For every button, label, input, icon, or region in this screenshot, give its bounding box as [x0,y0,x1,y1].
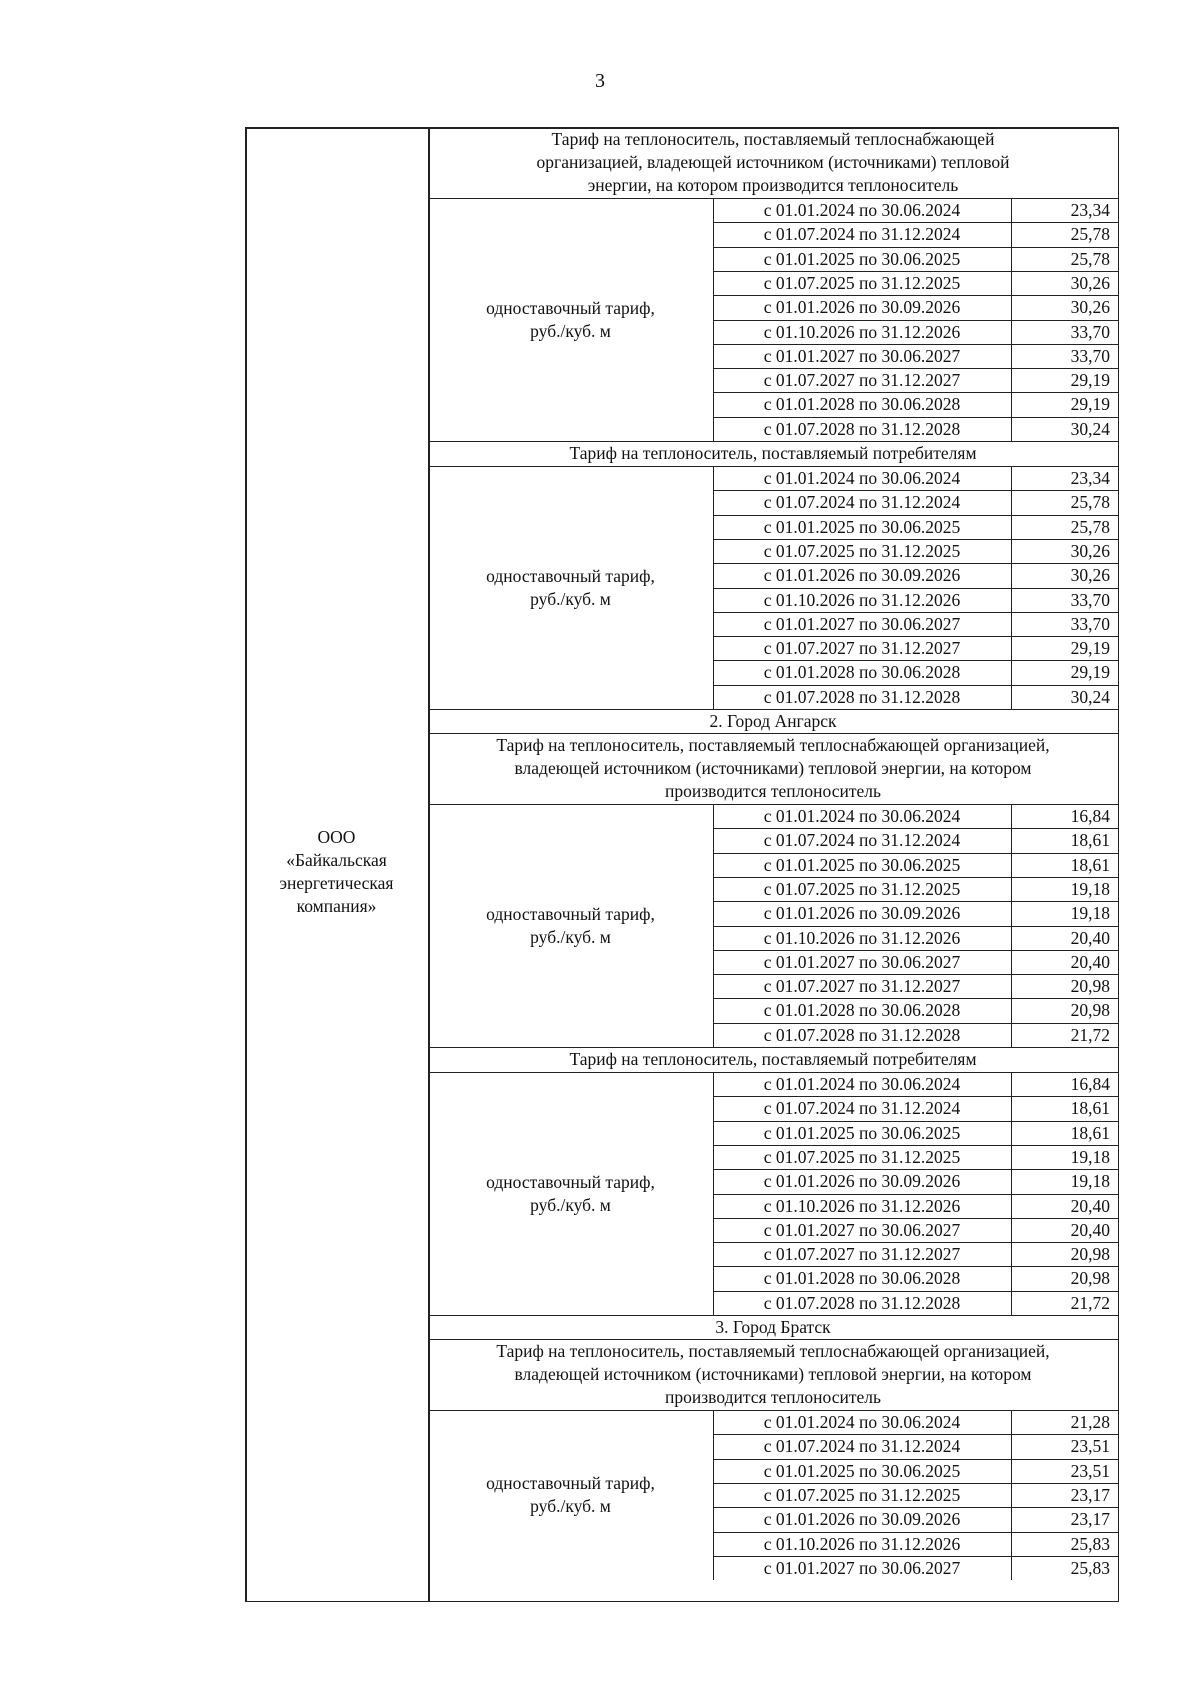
period-cell: с 01.10.2026 по 31.12.2026 [763,927,961,948]
period-cell: с 01.01.2025 по 30.06.2025 [763,516,961,537]
period-cell: с 01.07.2028 по 31.12.2028 [763,1024,961,1045]
period-cell: с 01.01.2024 по 30.06.2024 [763,806,961,826]
period-cell: с 01.01.2026 по 30.09.2026 [763,297,961,318]
organization-name-line: «Байкальская [286,850,387,870]
period-cell: с 01.01.2027 по 30.06.2027 [763,613,961,634]
period-cell: с 01.01.2026 по 30.09.2026 [763,1509,961,1530]
period-cell: с 01.01.2028 по 30.06.2028 [763,662,961,683]
tariff-value-cell: 19,18 [1070,903,1110,924]
tariff-value-cell: 18,61 [1070,854,1110,875]
tariff-value-cell: 30,24 [1070,418,1110,439]
tariff-header-line: Тариф на теплоноситель, поставляемый теплоснабжающей организацией, [496,1341,1050,1361]
period-cell: с 01.07.2028 по 31.12.2028 [763,418,961,439]
tariff-header-line: организацией, владеющей источником (источниками) тепловой [536,152,1010,172]
organization-name-line: ООО [317,827,356,847]
tariff-value-cell: 20,98 [1070,976,1110,997]
period-cell: с 01.01.2026 по 30.09.2026 [763,1171,961,1192]
tariff-header-line: владеющей источником (источниками) тепловой энергии, на котором [514,1364,1032,1384]
tariff-unit-label: руб./куб. м [530,320,611,341]
tariff-value-cell: 20,98 [1070,1268,1110,1289]
tariff-header-line: Тариф на теплоноситель, поставляемый потребителям [569,443,977,463]
page-number: 3 [595,70,605,92]
period-cell: с 01.07.2025 по 31.12.2025 [763,272,961,293]
period-cell: с 01.01.2024 по 30.06.2024 [763,1074,961,1094]
period-cell: с 01.07.2025 по 31.12.2025 [763,1146,961,1167]
period-cell: с 01.07.2027 по 31.12.2027 [763,976,961,997]
tariff-unit-label: руб./куб. м [530,1194,611,1215]
tariff-header-line: Тариф на теплоноситель, поставляемый теплоснабжающей [551,129,995,149]
period-cell: с 01.07.2028 по 31.12.2028 [763,1292,961,1313]
tariff-unit-label: одноставочный тариф, [486,1171,655,1192]
section-heading: 3. Город Братск [715,1317,831,1337]
period-cell: с 01.01.2026 по 30.09.2026 [763,903,961,924]
tariff-header-line: производится теплоноситель [665,1387,881,1407]
period-cell: с 01.07.2025 по 31.12.2025 [763,1484,961,1505]
tariff-header-line: энергии, на котором производится теплоноситель [587,175,959,195]
tariff-value-cell: 18,61 [1070,1122,1110,1143]
tariff-value-cell: 29,19 [1070,638,1110,659]
tariff-value-cell: 25,78 [1070,248,1110,269]
tariff-value-cell: 30,26 [1070,565,1110,586]
tariff-value-cell: 19,18 [1070,1146,1110,1167]
tariff-header-line: производится теплоноситель [665,781,881,801]
tariff-value-cell: 25,78 [1070,516,1110,537]
period-cell: с 01.07.2024 по 31.12.2024 [763,1436,961,1457]
period-cell: с 01.01.2025 по 30.06.2025 [763,854,961,875]
tariff-value-cell: 30,26 [1070,272,1110,293]
period-cell: с 01.01.2027 по 30.06.2027 [763,345,961,366]
tariff-value-cell: 21,72 [1070,1024,1110,1045]
tariff-value-cell: 21,28 [1070,1412,1110,1432]
tariff-unit-label: руб./куб. м [530,1496,611,1517]
tariff-value-cell: 16,84 [1070,1074,1110,1094]
tariff-value-cell: 30,24 [1070,686,1110,707]
tariff-unit-label: одноставочный тариф, [486,297,655,318]
tariff-value-cell: 18,61 [1070,830,1110,851]
period-cell: с 01.01.2027 по 30.06.2027 [763,1557,961,1578]
tariff-unit-label: одноставочный тариф, [486,903,655,924]
tariff-value-cell: 20,40 [1070,951,1110,972]
tariff-header-line: Тариф на теплоноситель, поставляемый теплоснабжающей организацией, [496,735,1050,755]
period-cell: с 01.01.2028 по 30.06.2028 [763,394,961,415]
period-cell: с 01.10.2026 по 31.12.2026 [763,1195,961,1216]
tariff-value-cell: 25,83 [1070,1533,1110,1554]
tariff-unit-label: руб./куб. м [530,588,611,609]
period-cell: с 01.07.2027 по 31.12.2027 [763,370,961,391]
tariff-value-cell: 20,98 [1070,1000,1110,1021]
tariff-value-cell: 19,18 [1070,1171,1110,1192]
period-cell: с 01.07.2025 по 31.12.2025 [763,540,961,561]
tariff-value-cell: 20,40 [1070,927,1110,948]
tariff-value-cell: 23,17 [1070,1484,1110,1505]
period-cell: с 01.01.2026 по 30.09.2026 [763,565,961,586]
tariff-value-cell: 33,70 [1070,345,1110,366]
tariff-value-cell: 20,40 [1070,1219,1110,1240]
tariff-unit-label: руб./куб. м [530,926,611,947]
period-cell: с 01.01.2025 по 30.06.2025 [763,1122,961,1143]
period-cell: с 01.10.2026 по 31.12.2026 [763,321,961,342]
tariff-value-cell: 25,78 [1070,224,1110,245]
period-cell: с 01.01.2028 по 30.06.2028 [763,1268,961,1289]
tariff-value-cell: 20,40 [1070,1195,1110,1216]
tariff-value-cell: 23,17 [1070,1509,1110,1530]
tariff-value-cell: 29,19 [1070,662,1110,683]
tariff-header-line: владеющей источником (источниками) тепловой энергии, на котором [514,758,1032,778]
period-cell: с 01.07.2025 по 31.12.2025 [763,878,961,899]
period-cell: с 01.07.2027 по 31.12.2027 [763,638,961,659]
tariff-table [245,127,1119,1602]
period-cell: с 01.07.2028 по 31.12.2028 [763,686,961,707]
tariff-value-cell: 30,26 [1070,297,1110,318]
period-cell: с 01.07.2024 по 31.12.2024 [763,224,961,245]
period-cell: с 01.01.2024 по 30.06.2024 [763,468,961,488]
tariff-unit-label: одноставочный тариф, [486,1473,655,1494]
period-cell: с 01.01.2028 по 30.06.2028 [763,1000,961,1021]
period-cell: с 01.10.2026 по 31.12.2026 [763,589,961,610]
period-cell: с 01.01.2024 по 30.06.2024 [763,200,961,220]
period-cell: с 01.01.2027 по 30.06.2027 [763,951,961,972]
organization-name-line: энергетическая [279,873,394,893]
period-cell: с 01.01.2025 по 30.06.2025 [763,1460,961,1481]
tariff-value-cell: 18,61 [1070,1098,1110,1119]
period-cell: с 01.01.2025 по 30.06.2025 [763,248,961,269]
period-cell: с 01.07.2027 по 31.12.2027 [763,1244,961,1265]
tariff-value-cell: 23,34 [1070,468,1110,488]
period-cell: с 01.10.2026 по 31.12.2026 [763,1533,961,1554]
tariff-header-line: Тариф на теплоноситель, поставляемый потребителям [569,1049,977,1069]
tariff-value-cell: 23,34 [1070,200,1110,220]
tariff-value-cell: 29,19 [1070,370,1110,391]
period-cell: с 01.01.2024 по 30.06.2024 [763,1412,961,1432]
tariff-value-cell: 33,70 [1070,321,1110,342]
tariff-value-cell: 21,72 [1070,1292,1110,1313]
tariff-value-cell: 33,70 [1070,613,1110,634]
tariff-value-cell: 25,78 [1070,492,1110,513]
period-cell: с 01.07.2024 по 31.12.2024 [763,492,961,513]
tariff-unit-label: одноставочный тариф, [486,565,655,586]
tariff-value-cell: 16,84 [1070,806,1110,826]
tariff-value-cell: 30,26 [1070,540,1110,561]
tariff-value-cell: 25,83 [1070,1557,1110,1578]
section-heading: 2. Город Ангарск [709,711,837,731]
tariff-value-cell: 33,70 [1070,589,1110,610]
tariff-value-cell: 23,51 [1070,1436,1110,1457]
tariff-value-cell: 19,18 [1070,878,1110,899]
tariff-value-cell: 20,98 [1070,1244,1110,1265]
period-cell: с 01.07.2024 по 31.12.2024 [763,1098,961,1119]
tariff-value-cell: 23,51 [1070,1460,1110,1481]
organization-name-line: компания» [296,896,377,916]
period-cell: с 01.07.2024 по 31.12.2024 [763,830,961,851]
tariff-value-cell: 29,19 [1070,394,1110,415]
period-cell: с 01.01.2027 по 30.06.2027 [763,1219,961,1240]
